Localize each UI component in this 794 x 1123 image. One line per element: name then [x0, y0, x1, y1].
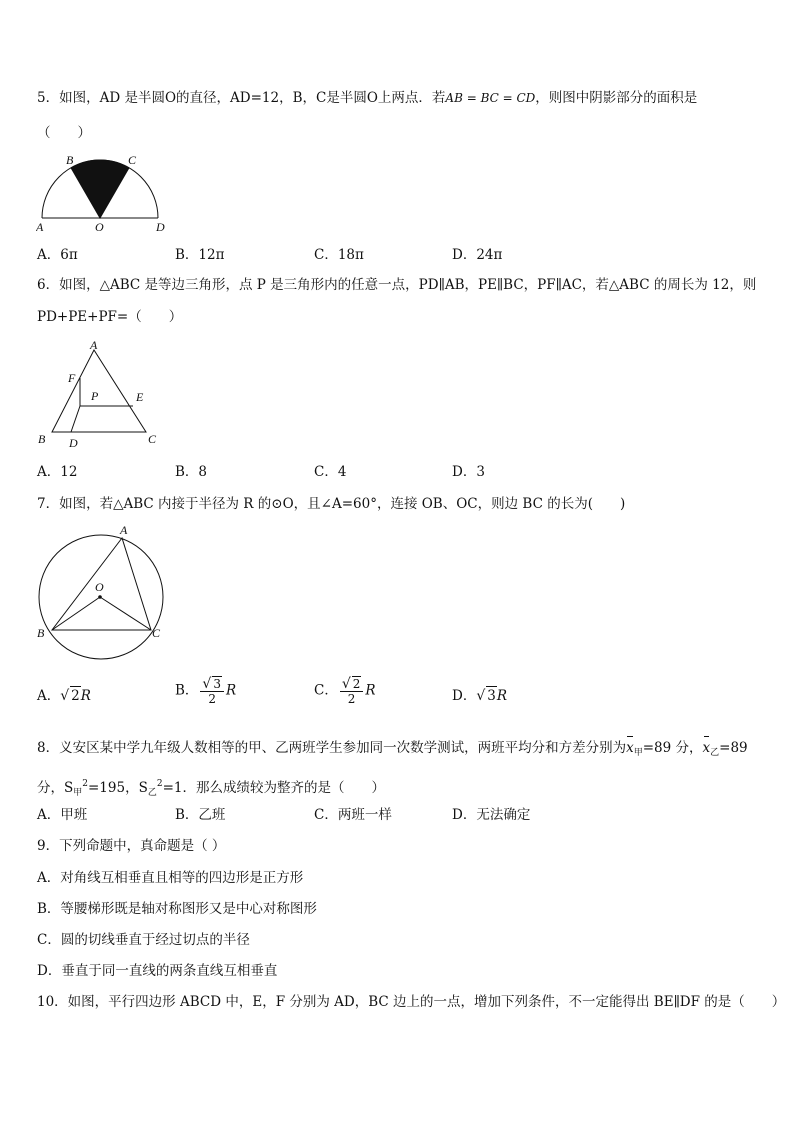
q5-option-d[interactable]: D．24π [452, 247, 503, 263]
q6-label-C: C [148, 432, 157, 446]
q6-label-F: F [68, 371, 76, 385]
q5-label-B: B [66, 153, 74, 167]
q7-label-O: O [95, 580, 104, 594]
q7-option-b[interactable]: B． $\frac{√ 3}{2}$ R [175, 676, 237, 706]
q7-label-B: B [37, 626, 45, 640]
q6-option-c[interactable]: C．4 [314, 464, 347, 480]
q6-triangle-figure [36, 336, 166, 450]
q9-option-c[interactable]: C．圆的切线垂直于经过切点的半径 [37, 932, 250, 948]
q5-option-a[interactable]: A．6π [37, 247, 78, 263]
q9-option-a[interactable]: A．对角线互相垂直且相等的四边形是正方形 [37, 870, 304, 886]
q5-label-O: O [95, 220, 104, 234]
q8-option-a[interactable]: A．甲班 [37, 807, 88, 823]
q6-label-B: B [38, 432, 46, 446]
q5-stem: 5．如图，AD 是半圆O的直径，AD=12，B，C是半圆O上两点．若AB = BC = CD，则图中阴影部分的面积是 [37, 90, 698, 106]
q5-option-c[interactable]: C．18π [314, 247, 364, 263]
q5-label-C: C [128, 153, 137, 167]
q9-option-b[interactable]: B．等腰梯形既是轴对称图形又是中心对称图形 [37, 901, 317, 917]
q5-option-b[interactable]: B．12π [175, 247, 225, 263]
q6-stem-cont: PD+PE+PF=（ ） [37, 309, 183, 325]
q9-stem: 9．下列命题中，真命题是（ ） [37, 838, 226, 854]
q6-option-d[interactable]: D．3 [452, 464, 485, 480]
q6-stem: 6．如图，△ABC 是等边三角形，点 P 是三角形内的任意一点，PD∥AB，PE∥BC，PF∥AC，若△ABC 的周长为 12，则 [37, 277, 757, 293]
q7-label-C: C [152, 626, 161, 640]
q6-option-b[interactable]: B．8 [175, 464, 208, 480]
q7-option-d[interactable]: D．√ 3R [452, 688, 508, 704]
q7-stem: 7．如图，若△ABC 内接于半径为 R 的⊙O，且∠A=60°，连接 OB、OC，则边 BC 的长为( ) [37, 496, 626, 512]
q6-label-D: D [69, 436, 78, 450]
q6-label-E: E [136, 390, 144, 404]
q8-option-b[interactable]: B．乙班 [175, 807, 226, 823]
q5-label-D: D [156, 220, 165, 234]
q6-option-a[interactable]: A．12 [37, 464, 78, 480]
q7-option-c[interactable]: C． $\frac{√ 2}{2}$ R [314, 676, 376, 706]
q7-option-a[interactable]: A．√ 2R [37, 688, 91, 704]
q5-semicircle-figure [36, 152, 176, 234]
q6-label-A: A [90, 338, 98, 352]
q7-label-A: A [120, 523, 128, 537]
q6-label-P: P [91, 389, 99, 403]
q7-circle-figure [34, 518, 174, 664]
q5-answer-paren: （ ） [37, 125, 91, 141]
q8-stem: 8．义安区某中学九年级人数相等的甲、乙两班学生参加同一次数学测试，两班平均分和方差分别为$x_甲=89$ 分，$x_乙=89$ [37, 740, 748, 758]
q9-option-d[interactable]: D．垂直于同一直线的两条直线互相垂直 [37, 963, 278, 979]
q8-option-c[interactable]: C．两班一样 [314, 807, 392, 823]
q5-label-A: A [36, 220, 44, 234]
q10-stem: 10．如图，平行四边形 ABCD 中，E，F 分别为 AD，BC 边上的一点，增加下列条件，不一定能得出 BE∥DF 的是（ ） [37, 994, 786, 1010]
q8-stem-cont: 分，$S_甲^2=195$，$S_乙^2=1$．那么成绩较为整齐的是（ ） [37, 779, 385, 798]
q8-option-d[interactable]: D．无法确定 [452, 807, 531, 823]
